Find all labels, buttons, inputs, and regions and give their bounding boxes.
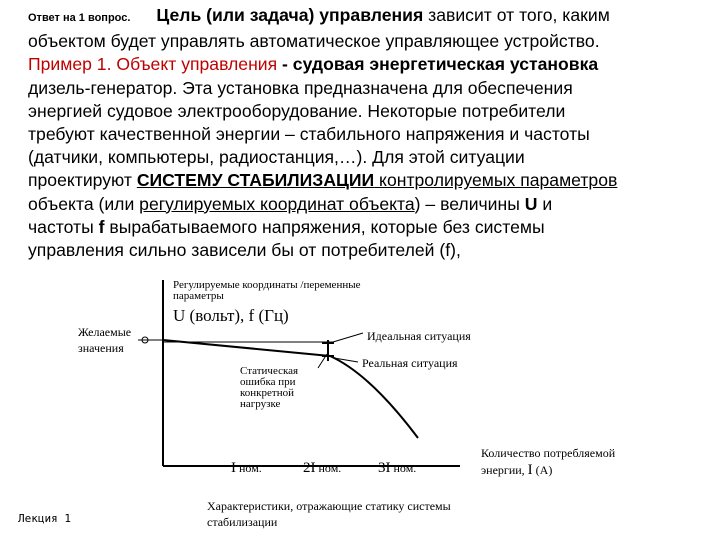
para-line-5: энергией судовое электрооборудование. Некоторые потребители bbox=[28, 100, 566, 121]
x-tick-3 bbox=[378, 460, 416, 477]
example-label: Пример 1. bbox=[28, 54, 112, 75]
para-text: частоты bbox=[28, 216, 99, 237]
diagram-caption-line-2: стабилизации bbox=[207, 515, 278, 529]
x-axis-title-line-1: Количество потребляемой bbox=[481, 446, 616, 460]
desired-values-label-line-1: Желаемые bbox=[78, 325, 132, 339]
tick-symbol: 3I bbox=[378, 460, 391, 476]
current-symbol: I bbox=[527, 462, 533, 478]
para-text: зависит от того, каким bbox=[423, 5, 610, 25]
tick-unit: ном. bbox=[390, 461, 417, 475]
ideal-situation-label: Идеальная ситуация bbox=[367, 329, 471, 343]
x-tick-1 bbox=[231, 460, 262, 477]
tick-unit: ном. bbox=[236, 461, 262, 475]
stabilization-system-term: СИСТЕМУ СТАБИЛИЗАЦИИ bbox=[136, 170, 375, 191]
x-axis-title-text: энергии, bbox=[481, 463, 528, 477]
para-text: ) – величины bbox=[414, 193, 525, 214]
static-error-label-line-4: нагрузке bbox=[240, 398, 281, 410]
y-axis-title-line-1: Регулируемые координаты /переменные bbox=[173, 279, 361, 291]
x-axis-title-line-2 bbox=[481, 462, 552, 479]
static-error-label-line-2: ошибка при bbox=[240, 376, 296, 388]
diagram-caption-line-1: Характеристики, отражающие статику системы bbox=[207, 499, 451, 513]
tick-unit: ном. bbox=[315, 461, 342, 475]
desired-values-label-line-2: значения bbox=[78, 341, 124, 355]
para-text: и bbox=[537, 193, 553, 214]
x-tick-2 bbox=[303, 460, 341, 477]
ideal-label-pointer bbox=[333, 333, 363, 342]
tick-symbol: I bbox=[231, 460, 236, 476]
static-error-label-line-1: Статическая bbox=[240, 365, 299, 377]
control-object-term: - судовая энергетическая установка bbox=[282, 54, 599, 75]
tick-symbol: 2I bbox=[303, 460, 316, 476]
para-text: объекта (или bbox=[28, 193, 140, 214]
y-axis-units: U (вольт), f (Гц) bbox=[173, 306, 289, 325]
real-situation-label: Реальная ситуация bbox=[362, 356, 458, 370]
regulated-coords-term: регулируемых координат объекта bbox=[139, 193, 415, 214]
control-goal-term: Цель (или задача) управления bbox=[156, 5, 424, 25]
para-text: Объект управления bbox=[111, 54, 283, 75]
para-line-6: требуют качественной энергии – стабильного напряжения и частоты bbox=[28, 124, 590, 145]
lecture-label: Лекция 1 bbox=[18, 512, 71, 525]
controlled-params-term: контролируемых параметров bbox=[374, 170, 618, 191]
x-axis-unit: (A) bbox=[532, 463, 553, 477]
para-line-2: объектом будет управлять автоматическое управляющее устройство. bbox=[28, 31, 600, 52]
voltage-symbol: U bbox=[524, 193, 538, 214]
para-line-7: (датчики, компьютеры, радиостанция,…). Для этой ситуации bbox=[28, 147, 525, 168]
y-axis-title-line-2: параметры bbox=[173, 290, 224, 302]
answer-label: Ответ на 1 вопрос. bbox=[28, 12, 131, 24]
para-text: вырабатываемого напряжения, которые без системы bbox=[104, 216, 545, 237]
para-line-11: управления сильно зависели бы от потребителей (f), bbox=[28, 240, 461, 261]
para-text: проектируют bbox=[28, 170, 137, 191]
para-line-4: дизель-генератор. Эта установка предназначена для обеспечения bbox=[28, 77, 573, 98]
static-error-label-line-3: конкретной bbox=[240, 387, 294, 399]
frequency-symbol: f bbox=[98, 216, 105, 237]
